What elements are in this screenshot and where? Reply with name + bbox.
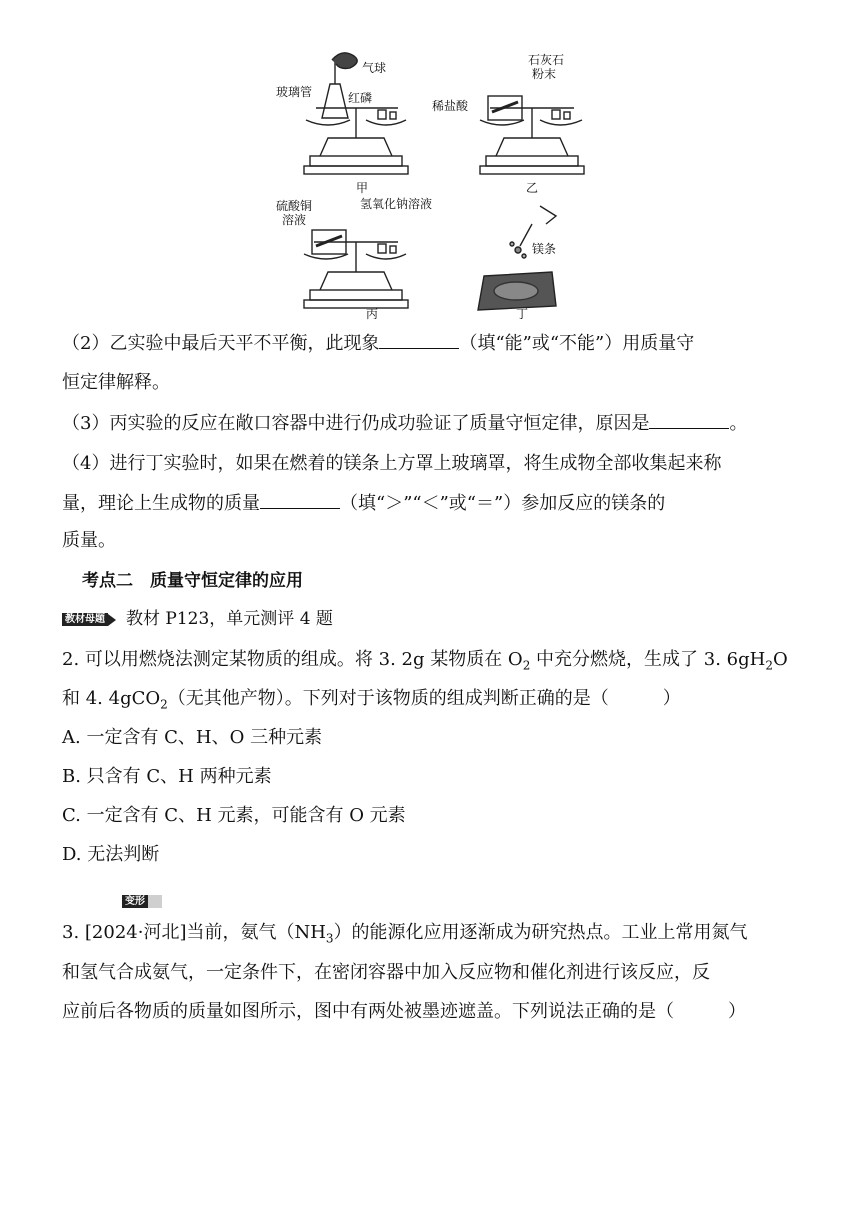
q2-text-c: O	[772, 649, 788, 670]
label-copper-sulfate-1: 硫酸铜	[276, 199, 313, 213]
caption-jia: 甲	[356, 181, 369, 195]
question3-line2: 和氢气合成氨气，一定条件下，在密闭容器中加入反应物和催化剂进行该反应，反	[62, 962, 710, 983]
answer-blank[interactable]	[649, 410, 729, 429]
label-copper-sulfate-2: 溶液	[282, 213, 307, 227]
q-sub2-text-a: （2）乙实验中最后天平不平衡，此现象	[62, 333, 380, 354]
section-title: 考点二 质量守恒定律的应用	[82, 571, 303, 591]
q3-text-b: ）的能源化应用逐渐成为研究热点。工业上常用氮气	[333, 922, 748, 943]
variant-tag-bar	[148, 895, 162, 908]
label-naoh-solution: 氢氧化钠溶液	[360, 197, 433, 211]
label-dilute-hcl: 稀盐酸	[432, 99, 469, 113]
option-a[interactable]: A. 一定含有 C、H、O 三种元素	[62, 727, 323, 748]
q2-text-a: 2. 可以用燃烧法测定某物质的组成。将 3. 2g 某物质在 O	[62, 649, 523, 670]
q-sub2-line2: 恒定律解释。	[62, 372, 170, 393]
q-sub4-text-a: 量，理论上生成物的质量	[62, 493, 260, 514]
q2-text-d: 和 4. 4gCO	[62, 688, 161, 709]
label-limestone-2: 粉末	[532, 67, 557, 81]
source-text: 教材 P123，单元测评 4 题	[126, 609, 333, 629]
q2-sub-co2: 2	[160, 697, 168, 712]
option-c[interactable]: C. 一定含有 C、H 元素，可能含有 O 元素	[62, 805, 406, 826]
label-magnesium: 镁条	[532, 242, 557, 256]
balance-experiments-illustration	[270, 48, 600, 320]
answer-blank[interactable]	[379, 330, 459, 349]
q-sub2-text-b: （填“能”或“不能”）用质量守	[459, 333, 695, 354]
caption-ding: 丁	[516, 307, 529, 320]
q2-text-e: （无其他产物）。下列对于该物质的组成判断正确的是（ ）	[167, 688, 681, 709]
balance-yi	[480, 96, 584, 174]
experiment-figure	[270, 48, 600, 320]
question2-line2	[62, 686, 681, 718]
question3-line1	[62, 920, 748, 952]
balance-jia	[304, 53, 408, 174]
arrow-right-icon	[108, 614, 116, 626]
q-sub2-line1	[62, 330, 694, 357]
textbook-tag: 教材母题	[62, 613, 108, 626]
label-limestone-1: 石灰石	[528, 53, 565, 67]
option-d[interactable]: D. 无法判断	[62, 844, 160, 865]
q2-sub-o2: 2	[522, 658, 531, 673]
question3-line3: 应前后各物质的质量如图所示，图中有两处被墨迹遮盖。下列说法正确的是（ ）	[62, 1001, 746, 1022]
q-sub4-line2	[62, 490, 665, 517]
q-sub3-end: 。	[729, 413, 748, 434]
q-sub4-line3: 质量。	[62, 530, 116, 551]
source-line	[62, 606, 333, 632]
q-sub4-text-b: （填“＞”“＜”或“＝”）参加反应的镁条的	[340, 493, 666, 514]
caption-bing: 丙	[366, 307, 379, 320]
q-sub3-line	[62, 410, 747, 437]
answer-blank[interactable]	[260, 490, 340, 509]
option-b[interactable]: B. 只含有 C、H 两种元素	[62, 766, 272, 787]
label-glass-tube: 玻璃管	[276, 85, 313, 99]
label-red-phosphorus: 红磷	[348, 91, 373, 105]
magnesium-burning	[478, 206, 556, 310]
q-sub3-text: （3）丙实验的反应在敞口容器中进行仍成功验证了质量守恒定律，原因是	[62, 413, 650, 434]
q2-sub-h2o: 2	[765, 658, 773, 673]
label-balloon: 气球	[362, 61, 387, 75]
q3-text-a: 3. [2024·河北]当前，氨气（NH	[62, 922, 326, 943]
variant-line	[122, 888, 162, 914]
q3-sub-nh3: 3	[325, 931, 334, 946]
q-sub4-line1: （4）进行丁实验时，如果在燃着的镁条上方罩上玻璃罩，将生成物全部收集起来称	[62, 453, 722, 474]
question2-line1	[62, 647, 788, 679]
balance-bing	[304, 230, 408, 308]
q2-text-b: 中充分燃烧，生成了 3. 6gH	[530, 649, 766, 670]
caption-yi: 乙	[526, 181, 539, 195]
variant-tag: 变形	[122, 895, 148, 908]
